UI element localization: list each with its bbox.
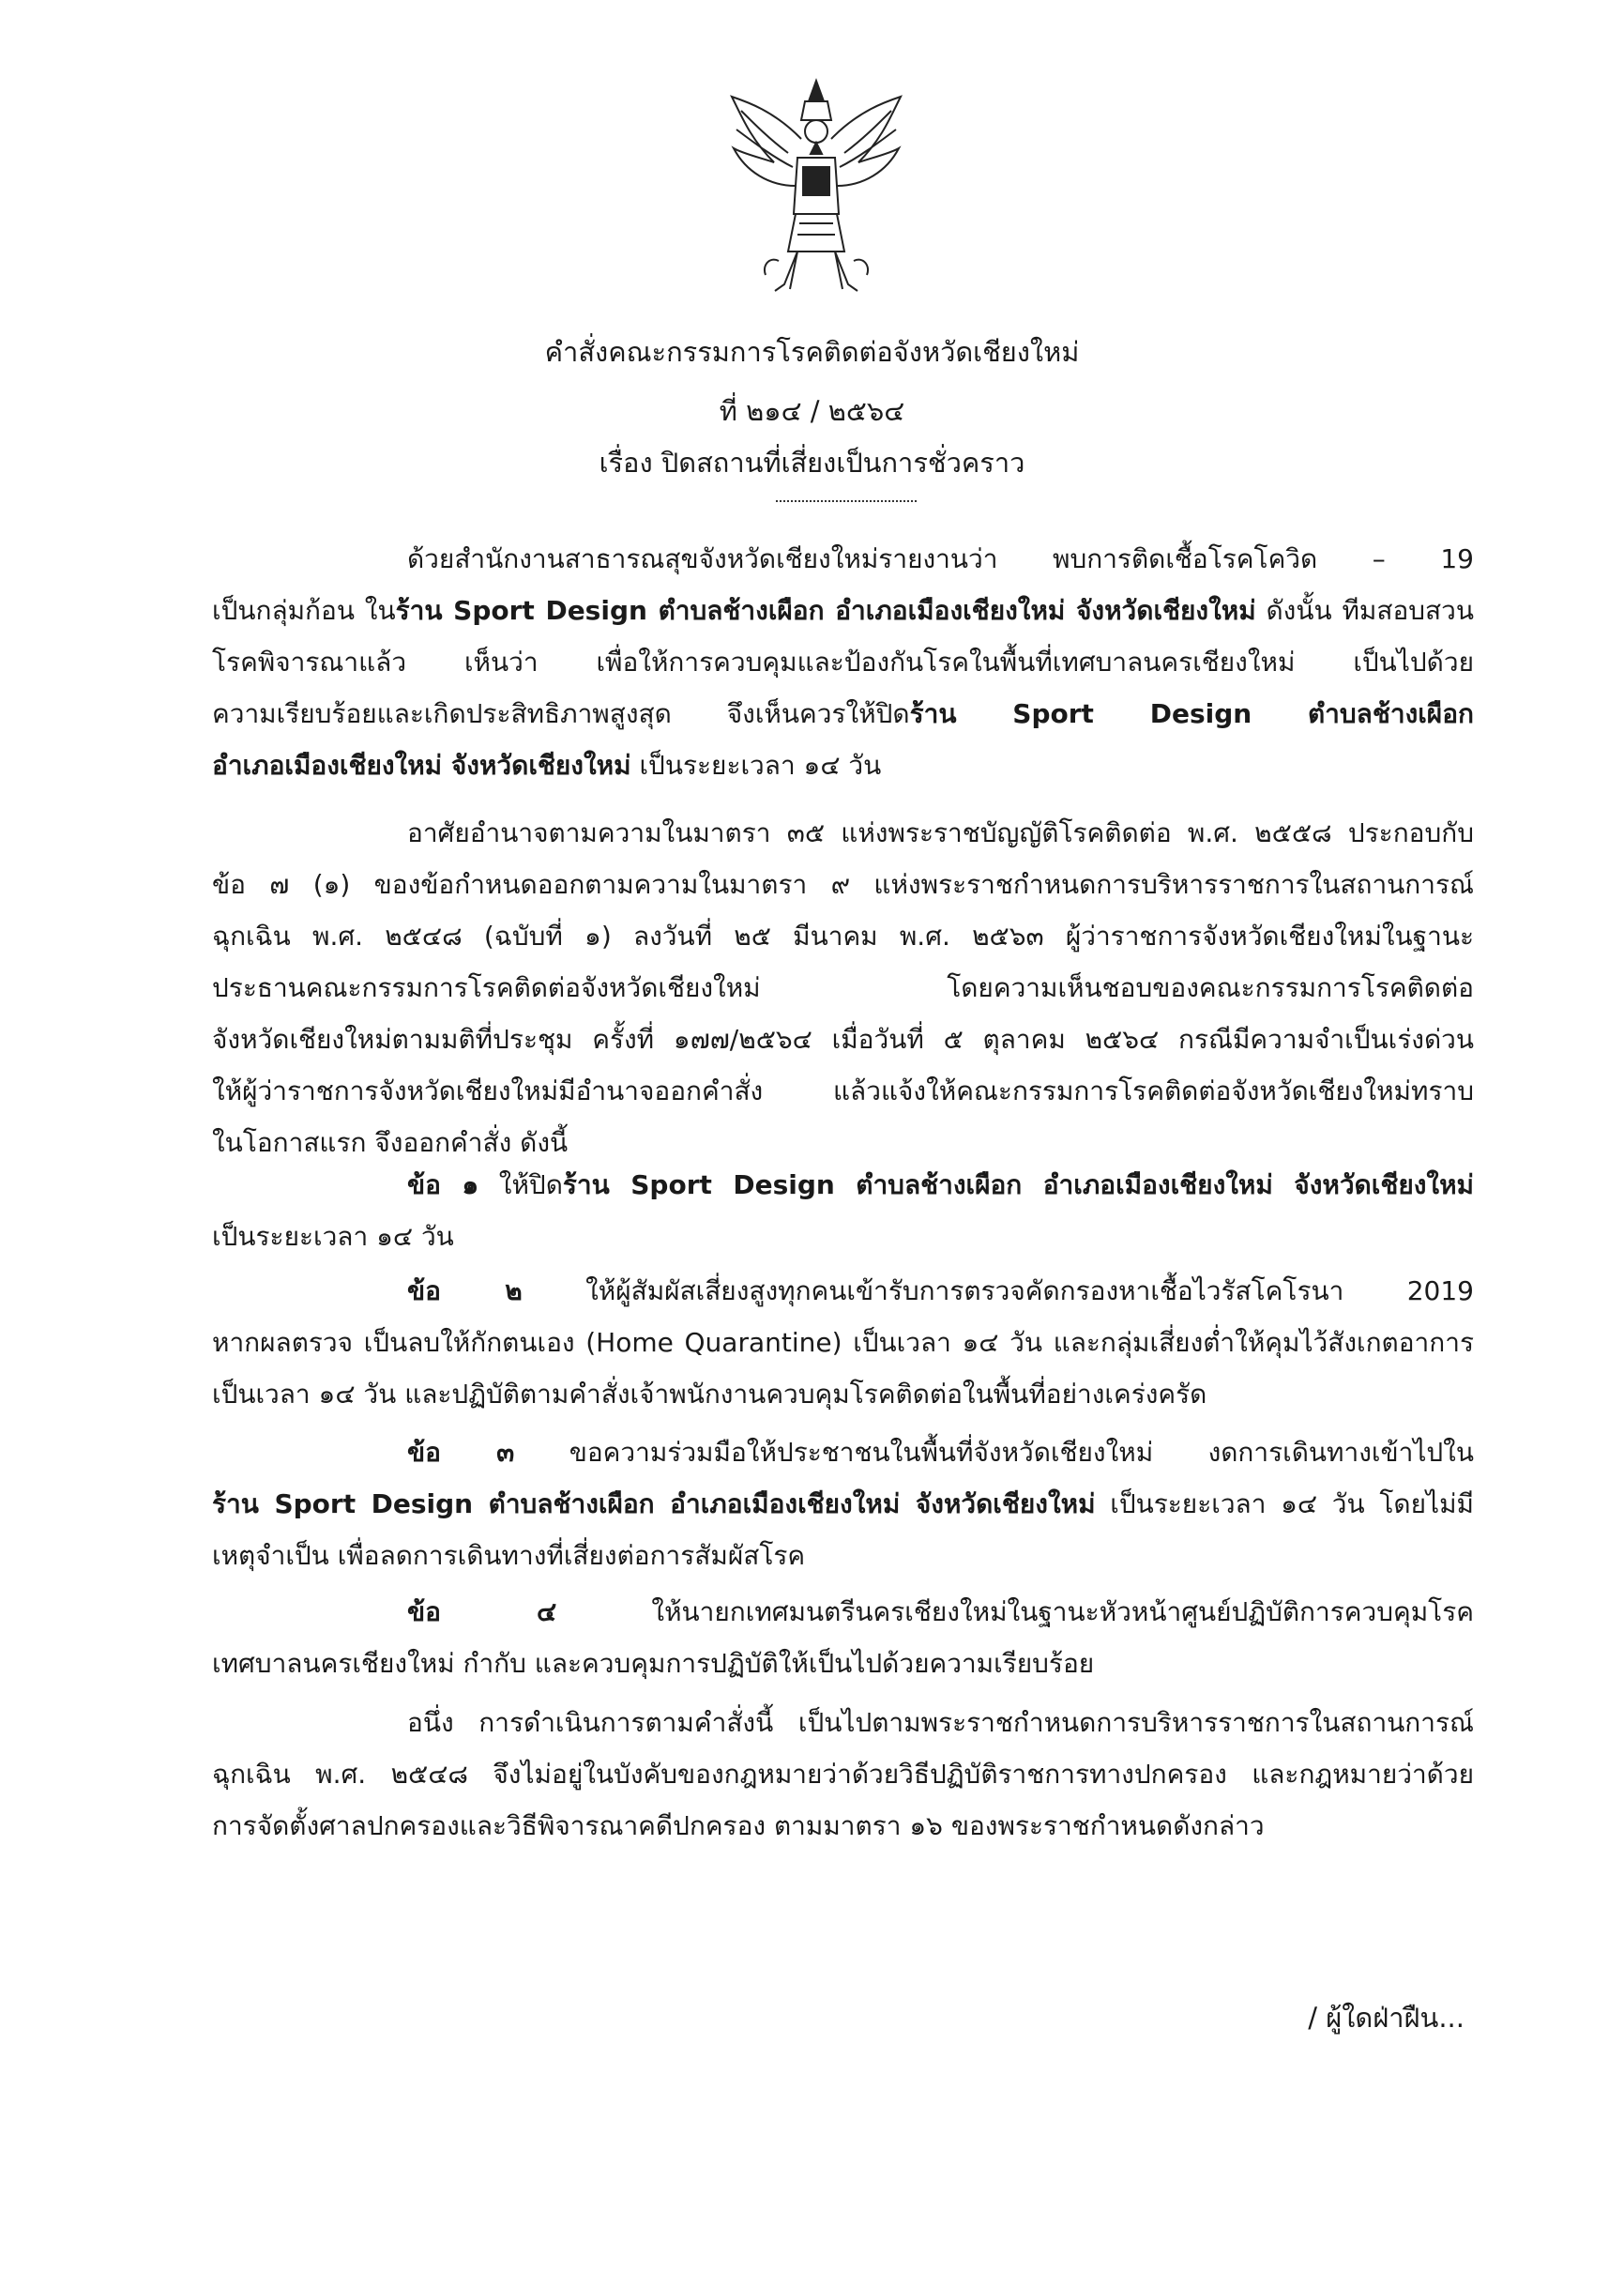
- order-subject: เรื่อง ปิดสถานที่เสี่ยงเป็นการชั่วคราว: [599, 447, 1025, 479]
- paragraph-report: [212, 533, 1474, 791]
- text-line: ความเรียบร้อยและเกิดประสิทธิภาพสูงสุด จึงเห็นควรให้ปิดร้าน Sport Design ตำบลช้างเผือก: [212, 698, 1474, 729]
- divider: [776, 500, 917, 502]
- continuation-marker: / ผู้ใดฝ่าฝืน...: [1308, 2002, 1465, 2034]
- order-number: ที่ ๒๑๔ / ๒๕๖๔: [719, 395, 905, 427]
- text-line: ในโอกาสแรก จึงออกคำสั่ง ดังนี้: [212, 1127, 569, 1158]
- text-line: อำเภอเมืองเชียงใหม่ จังหวัดเชียงใหม่ เป็นระยะเวลา ๑๔ วัน: [212, 750, 882, 781]
- text-line: ด้วยสำนักงานสาธารณสุขจังหวัดเชียงใหม่รายงานว่า พบการติดเชื้อโรคโควิด – 19: [407, 543, 1474, 574]
- clause-1: [212, 1159, 1474, 1262]
- text-line: จังหวัดเชียงใหม่ตามมติที่ประชุม ครั้งที่ ๑๗๗/๒๕๖๔ เมื่อวันที่ ๕ ตุลาคม ๒๕๖๔ กรณีมีความจำเป็นเร่งด่วน: [212, 1024, 1474, 1055]
- text-line: ข้อ ๔ ให้นายกเทศมนตรีนครเชียงใหม่ในฐานะหัวหน้าศูนย์ปฏิบัติการควบคุมโรค: [407, 1596, 1474, 1627]
- text-line: ข้อ ๗ (๑) ของข้อกำหนดออกตามความในมาตรา ๙ แห่งพระราชกำหนดการบริหารราชการในสถานการณ์: [212, 869, 1474, 900]
- text-line: ข้อ ๓ ขอความร่วมมือให้ประชาชนในพื้นที่จังหวัดเชียงใหม่ งดการเดินทางเข้าไปใน: [407, 1437, 1474, 1468]
- text-line: อนึ่ง การดำเนินการตามคำสั่งนี้ เป็นไปตามพระราชกำหนดการบริหารราชการในสถานการณ์: [407, 1707, 1474, 1738]
- text-line: เป็นกลุ่มก้อน ในร้าน Sport Design ตำบลช้างเผือก อำเภอเมืองเชียงใหม่ จังหวัดเชียงใหม่ ดังนั้น ทีมสอบสวน: [212, 595, 1474, 626]
- paragraph-note: [212, 1697, 1474, 1852]
- text-line: ให้ผู้ว่าราชการจังหวัดเชียงใหม่มีอำนาจออกคำสั่ง แล้วแจ้งให้คณะกรรมการโรคติดต่อจังหวัดเชียงใหม่ทราบ: [212, 1075, 1474, 1106]
- text-line: เทศบาลนครเชียงใหม่ กำกับ และควบคุมการปฏิบัติให้เป็นไปด้วยความเรียบร้อย: [212, 1648, 1095, 1679]
- text-line: ฉุกเฉิน พ.ศ. ๒๕๔๘ จึงไม่อยู่ในบังคับของกฎหมายว่าด้วยวิธีปฏิบัติราชการทางปกครอง และกฎหมายว่าด้วย: [212, 1759, 1474, 1790]
- text-line: เป็นระยะเวลา ๑๔ วัน: [212, 1221, 454, 1252]
- text-line: หากผลตรวจ เป็นลบให้กักตนเอง (Home Quarantine) เป็นเวลา ๑๔ วัน และกลุ่มเสี่ยงต่ำให้คุมไว้สังเกตอาการ: [212, 1327, 1474, 1358]
- text-line: ข้อ ๑ ให้ปิดร้าน Sport Design ตำบลช้างเผือก อำเภอเมืองเชียงใหม่ จังหวัดเชียงใหม่: [407, 1169, 1474, 1200]
- clause-3: [212, 1426, 1474, 1581]
- text-line: โรคพิจารณาแล้ว เห็นว่า เพื่อให้การควบคุมและป้องกันโรคในพื้นที่เทศบาลนครเชียงใหม่ เป็นไปด้วย: [212, 647, 1474, 678]
- text-line: ข้อ ๒ ให้ผู้สัมผัสเสี่ยงสูงทุกคนเข้ารับการตรวจคัดกรองหาเชื้อไวรัสโคโรนา 2019: [407, 1275, 1475, 1306]
- paragraph-authority: [212, 807, 1474, 1168]
- text-line: เหตุจำเป็น เพื่อลดการเดินทางที่เสี่ยงต่อการสัมผัสโรค: [212, 1540, 806, 1571]
- text-line: การจัดตั้งศาลปกครองและวิธีพิจารณาคดีปกครอง ตามมาตรา ๑๖ ของพระราชกำหนดดังกล่าว: [212, 1810, 1265, 1841]
- order-title: คำสั่งคณะกรรมการโรคติดต่อจังหวัดเชียงใหม่: [544, 336, 1080, 368]
- text-line: เป็นเวลา ๑๔ วัน และปฏิบัติตามคำสั่งเจ้าพนักงานควบคุมโรคติดต่อในพื้นที่อย่างเคร่งครัด: [212, 1379, 1207, 1410]
- text-line: อาศัยอำนาจตามความในมาตรา ๓๕ แห่งพระราชบัญญัติโรคติดต่อ พ.ศ. ๒๕๕๘ ประกอบกับ: [407, 817, 1474, 848]
- clause-2: [212, 1265, 1474, 1420]
- text-line: ร้าน Sport Design ตำบลช้างเผือก อำเภอเมืองเชียงใหม่ จังหวัดเชียงใหม่ เป็นระยะเวลา ๑๔ วัน โดยไม่มี: [212, 1488, 1474, 1519]
- text-line: ฉุกเฉิน พ.ศ. ๒๕๔๘ (ฉบับที่ ๑) ลงวันที่ ๒๕ มีนาคม พ.ศ. ๒๕๖๓ ผู้ว่าราชการจังหวัดเชียงใหม่ในฐานะ: [212, 921, 1474, 952]
- garuda-emblem-icon: [722, 73, 910, 298]
- clause-4: [212, 1586, 1474, 1689]
- text-line: ประธานคณะกรรมการโรคติดต่อจังหวัดเชียงใหม่ โดยความเห็นชอบของคณะกรรมการโรคติดต่อ: [212, 972, 1474, 1003]
